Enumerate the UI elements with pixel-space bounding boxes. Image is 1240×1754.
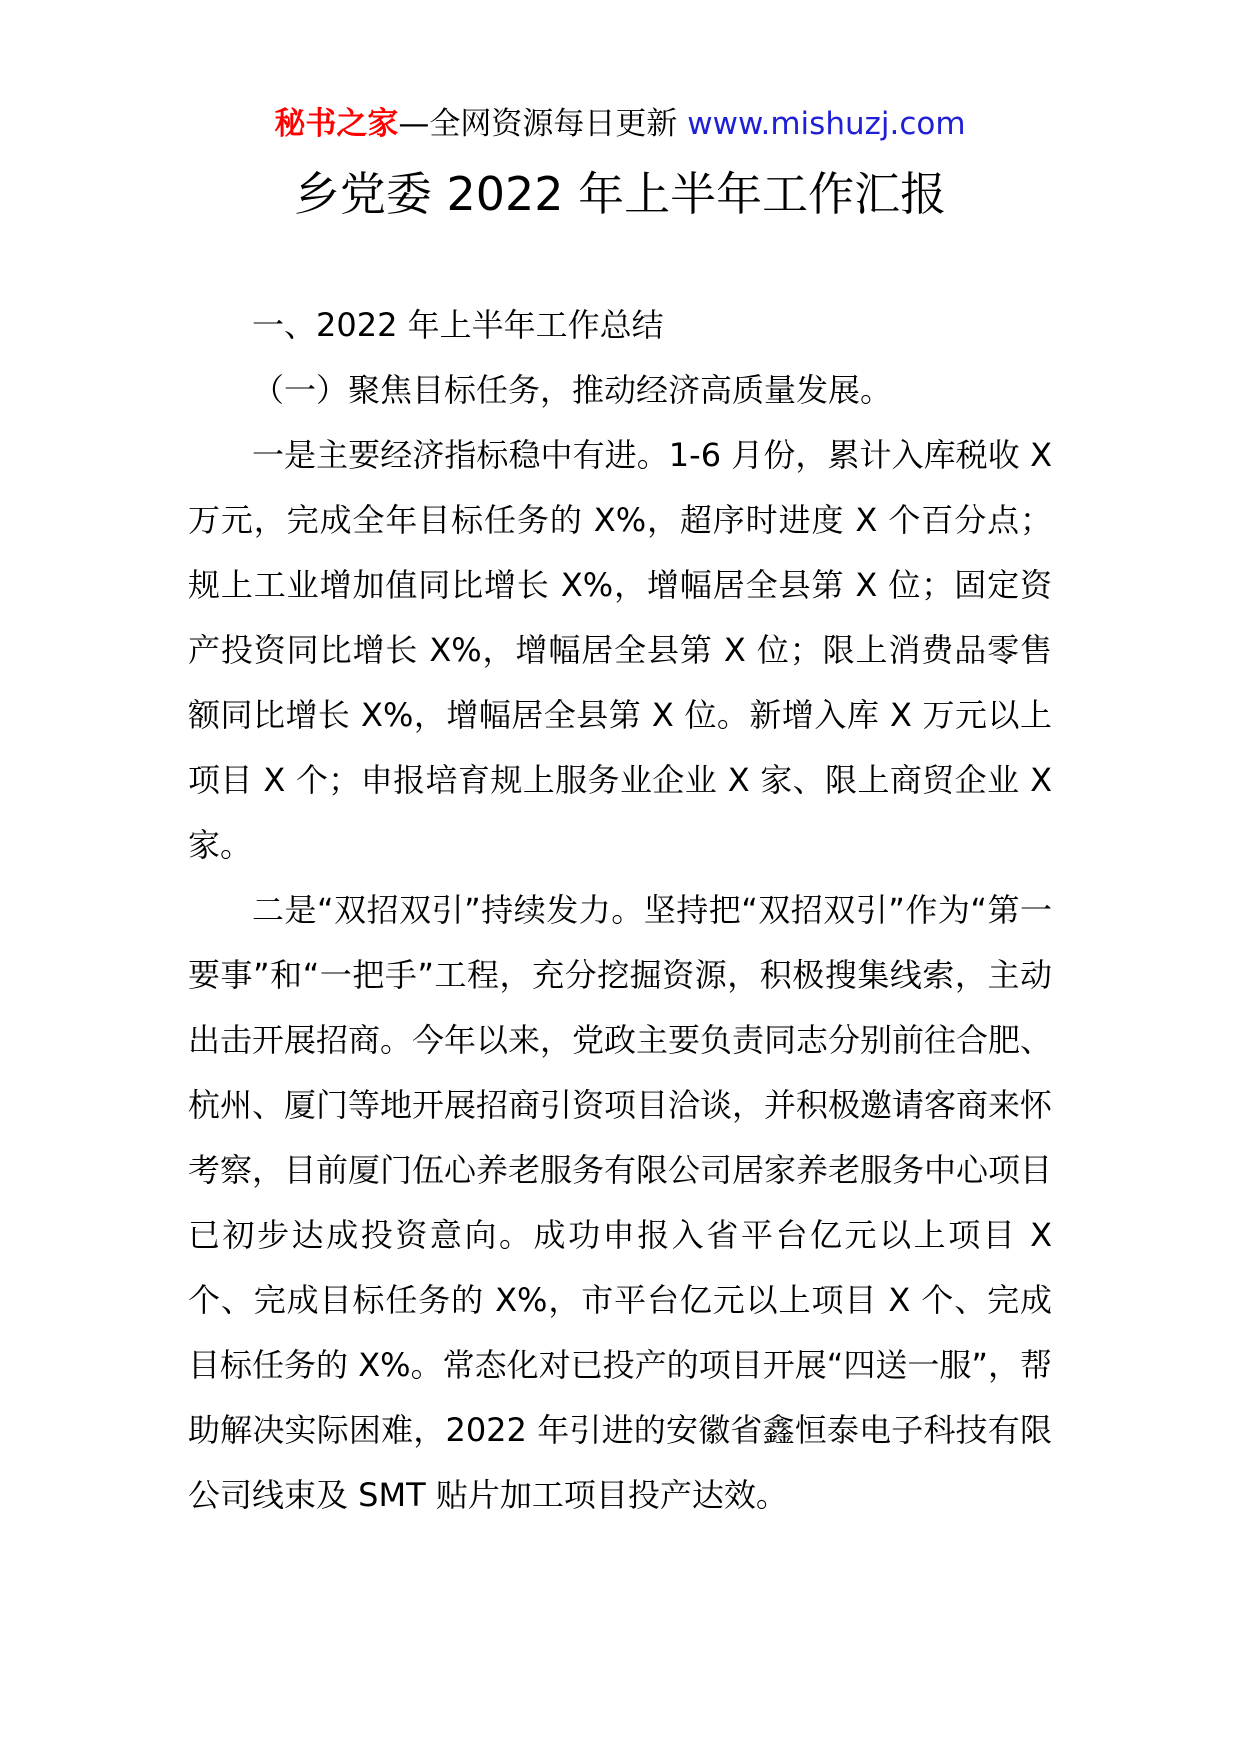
site-brand: 秘书之家 bbox=[274, 106, 399, 142]
site-header bbox=[0, 104, 1240, 144]
document-body bbox=[188, 293, 1052, 1528]
document-title: 乡党委 2022 年上半年工作汇报 bbox=[293, 167, 947, 221]
subsection-heading: （一）聚焦目标任务，推动经济高质量发展。 bbox=[252, 371, 893, 409]
section-heading: 一、2022 年上半年工作总结 bbox=[252, 306, 664, 344]
site-tagline: —全网资源每日更新 bbox=[398, 106, 688, 142]
paragraph-2: 二是“双招双引”持续发力。坚持把“双招双引”作为“第一要事”和“一把手”工程，充分挖掘资源，积极搜集线索，主动出击开展招商。今年以来，党政主要负责同志分别前往合肥、杭州、厦门等地开展招商引资项目洽谈，并积极邀请客商来怀考察，目前厦门伍心养老服务有限公司居家养老服务中心项目已初步达成投资意向。成功申报入省平台亿元以上项目 X 个、完成目标任务的 X%，市平台亿元以上项目 X 个、完成目标任务的 X%。常态化对已投产的项目开展“四送一服”，帮助解决实际困难，2022 年引进的安徽省鑫恒泰电子科技有限公司线束及 SMT 贴片加工项目投产达效。 bbox=[188, 891, 1053, 1514]
paragraph-1: 一是主要经济指标稳中有进。1-6 月份，累计入库税收 X 万元，完成全年目标任务的 X%，超序时进度 X 个百分点；规上工业增加值同比增长 X%，增幅居全县第 X 位；固定资产投资同比增长 X%，增幅居全县第 X 位；限上消费品零售额同比增长 X%，增幅居全县第 X 位。新增入库 X 万元以上项目 X 个；申报培育规上服务业企业 X 家、限上商贸企业 X 家。 bbox=[188, 436, 1052, 864]
site-url-link[interactable]: www.mishuzj.com bbox=[687, 106, 966, 142]
